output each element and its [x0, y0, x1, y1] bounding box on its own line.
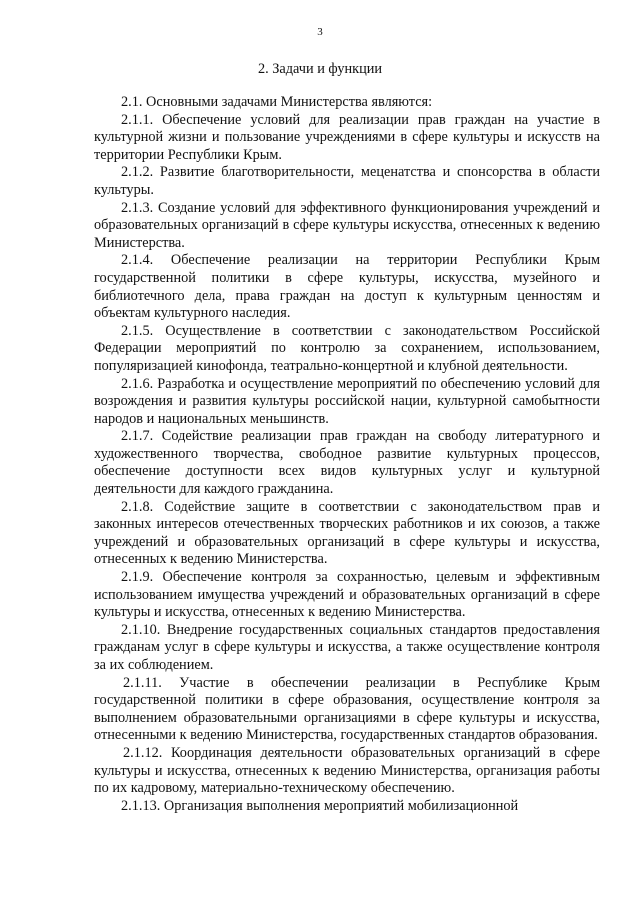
paragraph-2-1-8: 2.1.8. Содействие защите в соответствии с законодательством прав и законных интересов отечественных творческих работников и их союзов, а также учреждений и образовательных организаций в сфере культуры и искусства, отнесенных к ведению Министерства. — [94, 498, 600, 568]
paragraph-2-1-7: 2.1.7. Содействие реализации прав граждан на свободу литературного и художественного творчества, свободное развитие культурных процессов, обеспечение доступности всех видов культурных услуг и культурной деятельности для каждого гражданина. — [94, 428, 600, 498]
paragraph-2-1-4: 2.1.4. Обеспечение реализации на территории Республики Крым государственной политики в сфере культуры, искусства, музейного и библиотечного дела, права граждан на доступ к культурным ценностям и объектам культурного наследия. — [94, 252, 600, 322]
paragraph-2-1-3: 2.1.3. Создание условий для эффективного функционирования учреждений и образовательных организаций в сфере культуры искусства, отнесенных к ведению Министерства. — [94, 199, 600, 251]
paragraph-2-1-10: 2.1.10. Внедрение государственных социальных стандартов предоставления гражданам услуг в сфере культуры и искусства, а также осуществление контроля за их соблюдением. — [94, 621, 600, 673]
paragraph-2-1-6: 2.1.6. Разработка и осуществление мероприятий по обеспечению условий для возрождения и развития культуры российской нации, культурной самобытности народов и национальных меньшинств. — [94, 375, 600, 427]
paragraph-2-1: 2.1. Основными задачами Министерства являются: — [121, 94, 433, 110]
document-body — [94, 94, 600, 815]
section-title: 2. Задачи и функции — [257, 61, 383, 77]
paragraph-2-1-5: 2.1.5. Осуществление в соответствии с законодательством Российской Федерации мероприятий по контролю за сохранением, использованием, популяризацией кинофонда, театрально-концертной и клубной деятельности. — [94, 322, 600, 374]
paragraph-2-1-1: 2.1.1. Обеспечение условий для реализации прав граждан на участие в культурной жизни и пользование учреждениями в сфере культуры и искусств на территории Республики Крым. — [94, 111, 600, 163]
paragraph-2-1-2: 2.1.2. Развитие благотворительности, меценатства и спонсорства в области культуры. — [94, 164, 600, 198]
paragraph-2-1-13: 2.1.13. Организация выполнения мероприятий мобилизационной — [121, 797, 519, 814]
paragraph-2-1-9: 2.1.9. Обеспечение контроля за сохранностью, целевым и эффективным использованием имущества учреждений и образовательных организаций в сфере культуры и искусства, отнесенных к ведению Министерства. — [94, 569, 600, 621]
paragraph-2-1-12: 2.1.12. Координация деятельности образовательных организаций в сфере культуры и искусства, отнесенных к ведению Министерства, организация работы по их кадровому, материально-техническому обеспечению. — [94, 744, 600, 797]
paragraph-2-1-11: 2.1.11. Участие в обеспечении реализации в Республике Крым государственной политики в сфере образования, осуществление контроля за выполнением образовательными организациями в сфере культуры и искусства, отнесенными к ведению Министерства, государственных стандартов образования. — [94, 674, 600, 744]
page-number: 3 — [317, 26, 323, 38]
